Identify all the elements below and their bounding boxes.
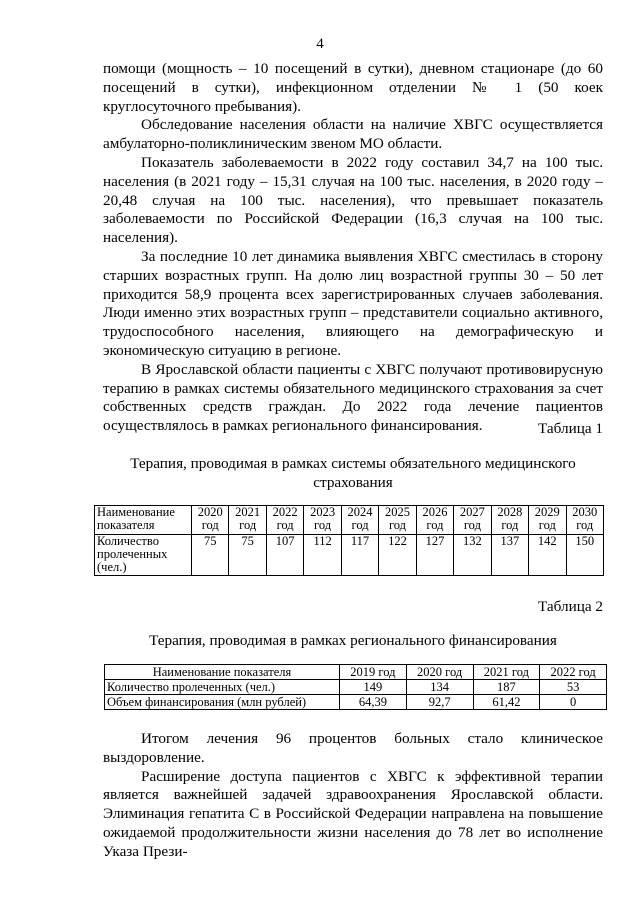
- year-header-cell: 2021 год: [229, 506, 266, 535]
- value-cell: 75: [229, 535, 266, 576]
- year-header-cell: 2019 год: [340, 665, 407, 680]
- year-header-cell: 2030 год: [566, 506, 603, 535]
- body-text-top: [103, 60, 603, 436]
- page-number: 4: [316, 36, 324, 52]
- value-cell: 122: [379, 535, 416, 576]
- year-header-cell: 2028 год: [491, 506, 528, 535]
- value-cell: 149: [340, 680, 407, 695]
- paragraph: Итогом лечения 96 процентов больных стало клиническое выздоровление.: [103, 730, 603, 766]
- value-cell: 107: [266, 535, 303, 576]
- year-header-cell: 2022 год: [540, 665, 607, 680]
- value-cell: 64,39: [340, 695, 407, 710]
- value-cell: 61,42: [473, 695, 540, 710]
- row-label-cell: Количество пролеченных (чел.): [95, 535, 192, 576]
- paragraph: В Ярославской области пациенты с ХВГС получают противовирусную терапию в рамках системы обязательного медицинского страхования за счет собственных средств граждан. До 2022 года лечение пациентов осуществлялось в рамках регионального финансирования.: [103, 360, 603, 435]
- table2-title: Терапия, проводимая в рамках регионального финансирования: [149, 632, 557, 649]
- therapy-regional-table: [104, 664, 607, 710]
- year-header-cell: 2025 год: [379, 506, 416, 535]
- value-cell: 132: [454, 535, 491, 576]
- paragraph: За последние 10 лет динамика выявления ХВГС сместилась в сторону старших возрастных групп. На долю лиц возрастной группы 30 – 50 лет приходится 58,9 процента всех зарегистрированных случаев заболевания. Люди именно этих возрастных групп – представители социально активного, трудоспособного населения, влияющего на демографическую и экономическую ситуацию в регионе.: [103, 247, 603, 359]
- table-row: [105, 695, 607, 710]
- therapy-oms-table: [94, 505, 604, 576]
- paragraph: Обследование населения области на наличие ХВГС осуществляется амбулаторно-поликлиническим звеном МО области.: [103, 116, 603, 153]
- header-label-cell: Наименование показателя: [105, 665, 340, 680]
- body-text-bottom: [103, 730, 603, 862]
- paragraph: Расширение доступа пациентов с ХВГС к эффективной терапии является важнейшей задачей здравоохранения Ярославской области. Элиминация гепатита С в Российской Федерации направлена на повышение ожидаемой продолжительности жизни населения до 78 лет во исполнение Указа Прези-: [103, 767, 603, 860]
- value-cell: 142: [529, 535, 566, 576]
- table-row: [95, 535, 604, 576]
- table-row: [105, 680, 607, 695]
- value-cell: 117: [341, 535, 378, 576]
- table1-caption: Таблица 1: [538, 420, 603, 437]
- table-header-row: [95, 506, 604, 535]
- row-label-cell: Объем финансирования (млн рублей): [105, 695, 340, 710]
- year-header-cell: 2023 год: [304, 506, 341, 535]
- year-header-cell: 2020 год: [192, 506, 229, 535]
- year-header-cell: 2021 год: [473, 665, 540, 680]
- table-header-row: [105, 665, 607, 680]
- value-cell: 150: [566, 535, 603, 576]
- year-header-cell: 2024 год: [341, 506, 378, 535]
- value-cell: 53: [540, 680, 607, 695]
- header-label-cell: Наименование показателя: [95, 506, 192, 535]
- year-header-cell: 2026 год: [416, 506, 453, 535]
- table2-caption: Таблица 2: [538, 598, 603, 615]
- value-cell: 137: [491, 535, 528, 576]
- value-cell: 112: [304, 535, 341, 576]
- paragraph: Показатель заболеваемости в 2022 году составил 34,7 на 100 тыс. населения (в 2021 году – 15,31 случая на 100 тыс. населения, в 2020 году – 20,48 случая на 100 тыс. населения), что превышает показатель заболеваемости по Российской Федерации (16,3 случая на 100 тыс. населения).: [103, 153, 603, 247]
- value-cell: 0: [540, 695, 607, 710]
- paragraph: помощи (мощность – 10 посещений в сутки), дневном стационаре (до 60 посещений в сутки), инфекционном отделении № 1 (50 коек круглосуточного пребывания).: [103, 60, 603, 115]
- value-cell: 187: [473, 680, 540, 695]
- year-header-cell: 2029 год: [529, 506, 566, 535]
- year-header-cell: 2022 год: [266, 506, 303, 535]
- value-cell: 92,7: [406, 695, 473, 710]
- year-header-cell: 2020 год: [406, 665, 473, 680]
- year-header-cell: 2027 год: [454, 506, 491, 535]
- value-cell: 134: [406, 680, 473, 695]
- value-cell: 127: [416, 535, 453, 576]
- row-label-cell: Количество пролеченных (чел.): [105, 680, 340, 695]
- table1-title: Терапия, проводимая в рамках системы обязательного медицинского страхования: [130, 455, 576, 491]
- value-cell: 75: [192, 535, 229, 576]
